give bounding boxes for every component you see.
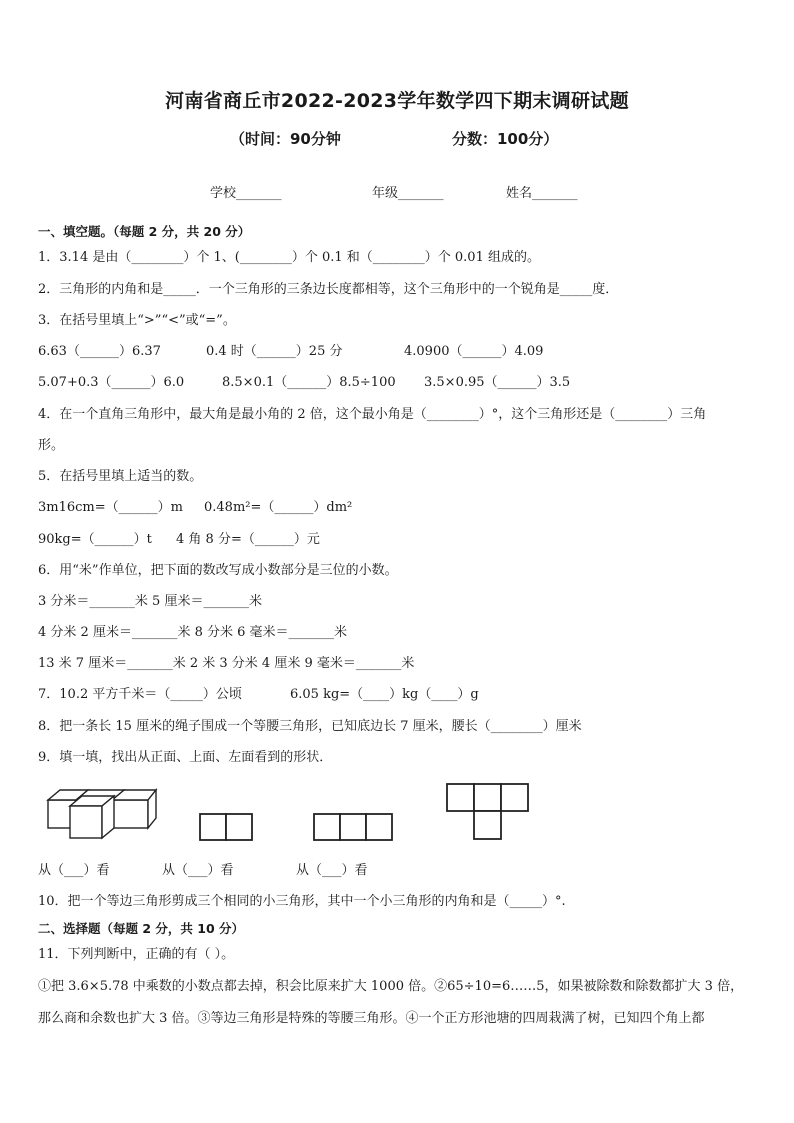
question-8: 8．把一条长 15 厘米的绳子围成一个等腰三角形，已知底边长 7 厘米，腰长（________）厘米 bbox=[38, 719, 582, 734]
question-4: 4．在一个直角三角形中，最大角是最小角的 2 倍，这个最小角是（________）°，这个三角形还是（________）三角 bbox=[38, 407, 707, 422]
name-field[interactable]: 姓名_______ bbox=[506, 186, 578, 201]
question-5-item: 0.48m²=（______）dm² bbox=[204, 500, 353, 515]
section-heading-choice: 二、选择题（每题 2 分，共 10 分） bbox=[38, 921, 245, 936]
question-5-item: 3m16cm=（______）m bbox=[38, 500, 183, 515]
question-7: 7．10.2 平方千米＝（_____）公顷 bbox=[38, 687, 242, 702]
question-5: 5．在括号里填上适当的数。 bbox=[38, 469, 203, 484]
view-three-squares-figure bbox=[312, 812, 396, 842]
question-3-item: 8.5×0.1（______）8.5÷100 bbox=[222, 375, 396, 390]
question-5-item: 90kg=（______）t bbox=[38, 532, 152, 547]
question-6-item: 4 分米 2 厘米＝_______米 8 分米 6 毫米＝_______米 bbox=[38, 625, 348, 640]
view-two-squares-figure bbox=[198, 812, 256, 842]
question-5-item: 4 角 8 分=（______）元 bbox=[176, 532, 320, 547]
page-title: 河南省商丘市2022-2023学年数学四下期末调研试题 bbox=[165, 90, 629, 112]
view-caption: 从（___）看 bbox=[162, 863, 234, 878]
school-field[interactable]: 学校_______ bbox=[210, 186, 282, 201]
question-6-item: 3 分米＝_______米 5 厘米＝_______米 bbox=[38, 594, 262, 609]
question-3: 3．在括号里填上“>”“<”或“=”。 bbox=[38, 313, 236, 328]
question-9: 9．填一填，找出从正面、上面、左面看到的形状． bbox=[38, 750, 333, 765]
question-7-item: 6.05 kg=（____）kg（____）g bbox=[290, 687, 479, 702]
question-11: 11．下列判断中，正确的有（ ）。 bbox=[38, 947, 235, 962]
question-4-cont: 形。 bbox=[38, 438, 65, 453]
cube-stack-figure bbox=[44, 786, 160, 842]
question-3-item: 4.0900（______）4.09 bbox=[404, 344, 544, 359]
exam-score: 分数：100分） bbox=[452, 130, 559, 148]
question-6: 6．用“米”作单位，把下面的数改写成小数部分是三位的小数。 bbox=[38, 563, 398, 578]
question-3-item: 3.5×0.95（______）3.5 bbox=[424, 375, 571, 390]
question-2: 2．三角形的内角和是_____．一个三角形的三条边长度都相等，这个三角形中的一个锐角是_____度． bbox=[38, 282, 619, 297]
question-1: 1．3.14 是由（________）个 1、(________）个 0.1 和（________）个 0.01 组成的。 bbox=[38, 250, 540, 265]
grade-field[interactable]: 年级_______ bbox=[372, 186, 444, 201]
question-11-text: ①把 3.6×5.78 中乘数的小数点都去掉，积会比原来扩大 1000 倍。②65÷10=6……5，如果被除数和除数都扩大 3 倍， bbox=[38, 979, 744, 994]
question-3-item: 6.63（______）6.37 bbox=[38, 344, 161, 359]
question-11-text: 那么商和余数也扩大 3 倍。③等边三角形是特殊的等腰三角形。④一个正方形池塘的四周栽满了树，已知四个角上都 bbox=[38, 1011, 705, 1026]
question-3-item: 0.4 时（______）25 分 bbox=[206, 344, 343, 359]
question-10: 10．把一个等边三角形剪成三个相同的小三角形，其中一个小三角形的内角和是（_____）°. bbox=[38, 894, 566, 909]
question-6-item: 13 米 7 厘米＝_______米 2 米 3 分米 4 厘米 9 毫米＝_______米 bbox=[38, 656, 415, 671]
question-3-item: 5.07+0.3（______）6.0 bbox=[38, 375, 185, 390]
view-caption: 从（___）看 bbox=[38, 863, 110, 878]
view-t-shape-figure bbox=[445, 782, 531, 842]
view-caption: 从（___）看 bbox=[296, 863, 368, 878]
exam-time: （时间：90分钟 bbox=[230, 130, 341, 148]
section-heading-fill-in: 一、填空题。（每题 2 分，共 20 分） bbox=[38, 224, 251, 239]
